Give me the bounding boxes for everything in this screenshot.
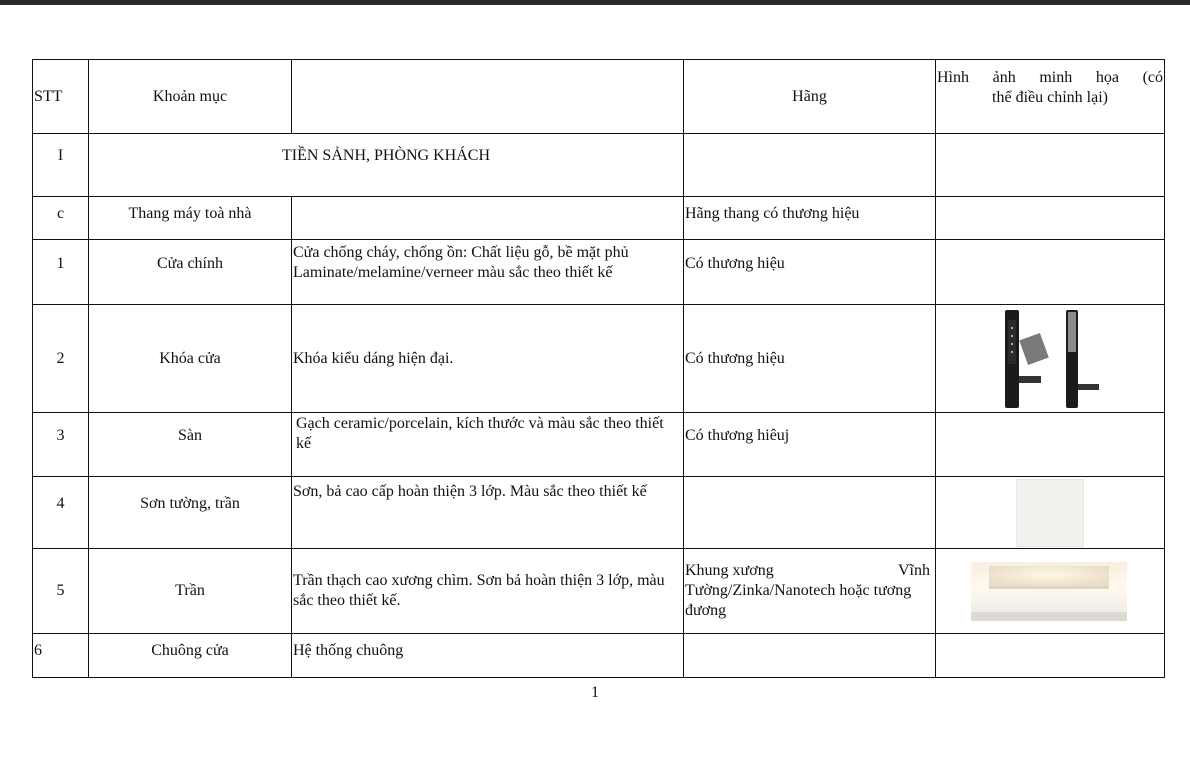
table-row (33, 240, 1165, 305)
row-item: Trần (89, 549, 292, 634)
table-row (33, 197, 1165, 240)
row-stt: c (33, 197, 89, 240)
page-number: 1 (591, 684, 599, 701)
row-item: Sơn tường, trần (89, 477, 292, 549)
row-image (936, 240, 1165, 305)
row-image (936, 413, 1165, 477)
brand-frame-rest: Tường/Zinka/Nanotech hoặc tương đương (685, 582, 912, 619)
row-item: Cửa chính (89, 240, 292, 305)
row-image (936, 549, 1165, 634)
section-row (33, 134, 1165, 197)
row-desc: Gạch ceramic/porcelain, kích thước và màu sắc theo thiết kế (292, 413, 684, 477)
section-image (936, 134, 1165, 197)
brand-frame-vinh: Vĩnh (898, 562, 930, 579)
row-stt: 5 (33, 549, 89, 634)
header-image (936, 60, 1165, 134)
row-desc (292, 197, 684, 240)
section-title: TIỀN SẢNH, PHÒNG KHÁCH (89, 134, 684, 197)
header-khoan-muc: Khoản mục (89, 60, 292, 134)
row-desc: Sơn, bả cao cấp hoàn thiện 3 lớp. Màu sắc theo thiết kế (292, 477, 684, 549)
row-desc: Trần thạch cao xương chìm. Sơn bả hoàn thiện 3 lớp, màu sắc theo thiết kế. (292, 549, 684, 634)
section-brand (684, 134, 936, 197)
top-dark-bar (0, 0, 1190, 5)
table-row (33, 549, 1165, 634)
row-image (936, 634, 1165, 678)
row-image (936, 197, 1165, 240)
row-item: Chuông cửa (89, 634, 292, 678)
header-stt: STT (33, 60, 89, 134)
row-brand: Có thương hiêuj (684, 413, 936, 477)
row-desc: Khóa kiểu dáng hiện đại. (292, 305, 684, 413)
row-brand: Hãng thang có thương hiệu (684, 197, 936, 240)
row-stt: 6 (33, 634, 89, 678)
table-row (33, 477, 1165, 549)
row-stt: 4 (33, 477, 89, 549)
table-row (33, 413, 1165, 477)
row-brand (684, 549, 936, 634)
row-stt: 3 (33, 413, 89, 477)
row-brand (684, 634, 936, 678)
row-brand: Có thương hiệu (684, 305, 936, 413)
header-description (292, 60, 684, 134)
header-image-line1: Hình ảnh minh họa (có (937, 69, 1163, 86)
row-stt: 1 (33, 240, 89, 305)
lit-ceiling-image (937, 550, 1163, 633)
row-image (936, 477, 1165, 549)
row-image (936, 305, 1165, 413)
row-item: Khóa cửa (89, 305, 292, 413)
header-image-line2: thể điều chỉnh lại) (992, 89, 1108, 106)
row-desc: Hệ thống chuông (292, 634, 684, 678)
row-item: Thang máy toà nhà (89, 197, 292, 240)
smart-door-lock-image (937, 306, 1163, 412)
brand-frame-label: Khung xương (685, 562, 774, 579)
row-stt: 2 (33, 305, 89, 413)
specification-table (32, 59, 1165, 678)
row-item: Sàn (89, 413, 292, 477)
row-desc: Cửa chống cháy, chống ồn: Chất liệu gỗ, bề mặt phủ Laminate/melamine/verneer màu sắc theo thiết kế (292, 240, 684, 305)
table-header-row (33, 60, 1165, 134)
white-paint-swatch-image (1016, 479, 1084, 547)
header-brand: Hãng (684, 60, 936, 134)
table-row (33, 305, 1165, 413)
section-stt: I (33, 134, 89, 197)
row-brand (684, 477, 936, 549)
table-row (33, 634, 1165, 678)
row-brand: Có thương hiệu (684, 240, 936, 305)
